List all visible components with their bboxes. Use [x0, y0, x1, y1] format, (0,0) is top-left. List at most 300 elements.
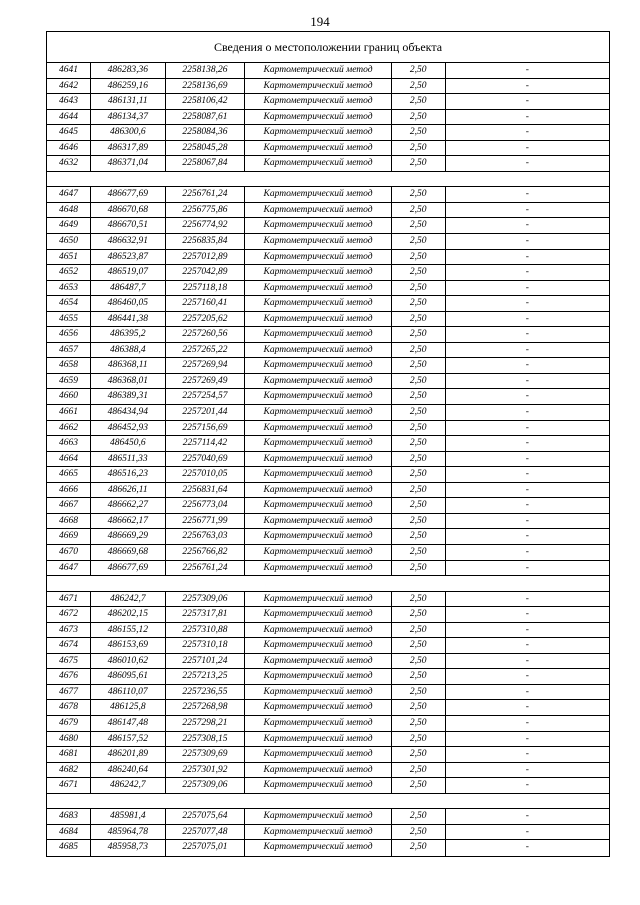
accuracy-cell: 2,50 [392, 234, 446, 249]
description-cell: - [525, 764, 529, 775]
table-row [47, 125, 609, 141]
y-coordinate-cell: 2256761,24 [166, 187, 246, 202]
y-coordinate-cell: 2257268,98 [166, 700, 246, 715]
table-row [47, 607, 609, 623]
y-coordinate-cell: 2256763,03 [166, 529, 246, 544]
x-coordinate-cell: 486677,69 [91, 561, 166, 576]
method-cell: Картометрический метод [245, 218, 391, 233]
method-cell: Картометрический метод [245, 825, 391, 840]
point-number-cell: 4682 [47, 763, 91, 778]
x-coordinate-cell: 486201,89 [91, 747, 166, 762]
x-coordinate-cell: 486202,15 [91, 607, 166, 622]
method-cell: Картометрический метод [245, 809, 391, 824]
x-coordinate-cell: 486157,52 [91, 732, 166, 747]
accuracy-cell: 2,50 [392, 654, 446, 669]
y-coordinate-cell: 2256761,24 [166, 561, 246, 576]
method-cell: Картометрический метод [245, 374, 391, 389]
table-row [47, 840, 609, 856]
y-coordinate-cell: 2257260,56 [166, 327, 246, 342]
x-coordinate-cell: 486669,29 [91, 529, 166, 544]
accuracy-cell: 2,50 [392, 405, 446, 420]
accuracy-cell: 2,50 [392, 732, 446, 747]
x-coordinate-cell: 486368,11 [91, 358, 166, 373]
x-coordinate-cell: 486662,17 [91, 514, 166, 529]
description-cell: - [525, 702, 529, 713]
x-coordinate-cell: 485958,73 [91, 840, 166, 856]
y-coordinate-cell: 2257077,48 [166, 825, 246, 840]
y-coordinate-cell: 2257075,64 [166, 809, 246, 824]
point-number-cell: 4663 [47, 436, 91, 451]
description-cell: - [525, 515, 529, 526]
accuracy-cell: 2,50 [392, 296, 446, 311]
method-cell: Картометрический метод [245, 778, 391, 793]
description-cell: - [525, 655, 529, 666]
method-cell: Картометрический метод [245, 94, 391, 109]
table-row [47, 545, 609, 561]
description-cell: - [525, 111, 529, 122]
method-cell: Картометрический метод [245, 312, 391, 327]
description-cell: - [525, 531, 529, 542]
description-cell: - [525, 236, 529, 247]
x-coordinate-cell: 486147,48 [91, 716, 166, 731]
boundary-table [46, 31, 610, 857]
point-number-cell: 4660 [47, 389, 91, 404]
table-row [47, 281, 609, 297]
point-number-cell: 4657 [47, 343, 91, 358]
x-coordinate-cell: 486317,89 [91, 141, 166, 156]
description-cell: - [525, 593, 529, 604]
accuracy-cell: 2,50 [392, 79, 446, 94]
point-number-cell: 4684 [47, 825, 91, 840]
accuracy-cell: 2,50 [392, 421, 446, 436]
y-coordinate-cell: 2257205,62 [166, 312, 246, 327]
x-coordinate-cell: 486095,61 [91, 669, 166, 684]
y-coordinate-cell: 2257012,89 [166, 250, 246, 265]
accuracy-cell: 2,50 [392, 840, 446, 856]
point-number-cell: 4647 [47, 561, 91, 576]
y-coordinate-cell: 2257101,24 [166, 654, 246, 669]
description-cell: - [525, 220, 529, 231]
method-cell: Картометрический метод [245, 700, 391, 715]
table-row [47, 561, 609, 577]
table-row [47, 156, 609, 172]
accuracy-cell: 2,50 [392, 203, 446, 218]
x-coordinate-cell: 486632,91 [91, 234, 166, 249]
point-number-cell: 4659 [47, 374, 91, 389]
accuracy-cell: 2,50 [392, 809, 446, 824]
method-cell: Картометрический метод [245, 561, 391, 576]
accuracy-cell: 2,50 [392, 218, 446, 233]
accuracy-cell: 2,50 [392, 638, 446, 653]
accuracy-cell: 2,50 [392, 483, 446, 498]
point-number-cell: 4650 [47, 234, 91, 249]
description-cell: - [525, 96, 529, 107]
y-coordinate-cell: 2257309,06 [166, 778, 246, 793]
description-cell: - [525, 469, 529, 480]
point-number-cell: 4669 [47, 529, 91, 544]
method-cell: Картометрический метод [245, 545, 391, 560]
point-number-cell: 4643 [47, 94, 91, 109]
method-cell: Картометрический метод [245, 529, 391, 544]
description-cell: - [525, 204, 529, 215]
y-coordinate-cell: 2257075,01 [166, 840, 246, 856]
table-row [47, 825, 609, 841]
x-coordinate-cell: 486371,04 [91, 156, 166, 171]
accuracy-cell: 2,50 [392, 825, 446, 840]
point-number-cell: 4665 [47, 467, 91, 482]
method-cell: Картометрический метод [245, 654, 391, 669]
accuracy-cell: 2,50 [392, 778, 446, 793]
point-number-cell: 4646 [47, 141, 91, 156]
y-coordinate-cell: 2257298,21 [166, 716, 246, 731]
accuracy-cell: 2,50 [392, 763, 446, 778]
point-number-cell: 4673 [47, 623, 91, 638]
x-coordinate-cell: 486242,7 [91, 778, 166, 793]
y-coordinate-cell: 2258087,61 [166, 110, 246, 125]
table-row [47, 327, 609, 343]
accuracy-cell: 2,50 [392, 467, 446, 482]
x-coordinate-cell: 486452,93 [91, 421, 166, 436]
method-cell: Картометрический метод [245, 110, 391, 125]
description-cell: - [525, 733, 529, 744]
x-coordinate-cell: 486487,7 [91, 281, 166, 296]
point-number-cell: 4672 [47, 607, 91, 622]
table-row [47, 700, 609, 716]
description-cell: - [525, 189, 529, 200]
method-cell: Картометрический метод [245, 840, 391, 856]
point-number-cell: 4641 [47, 63, 91, 78]
x-coordinate-cell: 486259,16 [91, 79, 166, 94]
point-number-cell: 4662 [47, 421, 91, 436]
point-number-cell: 4675 [47, 654, 91, 669]
y-coordinate-cell: 2257317,81 [166, 607, 246, 622]
table-row [47, 421, 609, 437]
group-separator-row [47, 172, 609, 188]
description-cell: - [525, 80, 529, 91]
x-coordinate-cell: 486110,07 [91, 685, 166, 700]
accuracy-cell: 2,50 [392, 669, 446, 684]
accuracy-cell: 2,50 [392, 141, 446, 156]
method-cell: Картометрический метод [245, 187, 391, 202]
x-coordinate-cell: 486134,37 [91, 110, 166, 125]
y-coordinate-cell: 2257114,42 [166, 436, 246, 451]
method-cell: Картометрический метод [245, 265, 391, 280]
group-separator-row [47, 794, 609, 810]
table-row [47, 483, 609, 499]
description-cell: - [525, 344, 529, 355]
x-coordinate-cell: 486153,69 [91, 638, 166, 653]
point-number-cell: 4652 [47, 265, 91, 280]
y-coordinate-cell: 2257156,69 [166, 421, 246, 436]
x-coordinate-cell: 486434,94 [91, 405, 166, 420]
accuracy-cell: 2,50 [392, 716, 446, 731]
x-coordinate-cell: 486010,62 [91, 654, 166, 669]
description-cell: - [525, 640, 529, 651]
y-coordinate-cell: 2258136,69 [166, 79, 246, 94]
x-coordinate-cell: 486155,12 [91, 623, 166, 638]
point-number-cell: 4658 [47, 358, 91, 373]
method-cell: Картометрический метод [245, 685, 391, 700]
table-row [47, 218, 609, 234]
x-coordinate-cell: 486283,36 [91, 63, 166, 78]
accuracy-cell: 2,50 [392, 358, 446, 373]
accuracy-cell: 2,50 [392, 265, 446, 280]
y-coordinate-cell: 2258045,28 [166, 141, 246, 156]
method-cell: Картометрический метод [245, 716, 391, 731]
method-cell: Картометрический метод [245, 638, 391, 653]
table-row [47, 685, 609, 701]
x-coordinate-cell: 486125,8 [91, 700, 166, 715]
accuracy-cell: 2,50 [392, 452, 446, 467]
x-coordinate-cell: 486131,11 [91, 94, 166, 109]
table-row [47, 389, 609, 405]
accuracy-cell: 2,50 [392, 436, 446, 451]
table-row [47, 763, 609, 779]
x-coordinate-cell: 486460,05 [91, 296, 166, 311]
table-row [47, 358, 609, 374]
method-cell: Картометрический метод [245, 467, 391, 482]
table-row [47, 250, 609, 266]
y-coordinate-cell: 2257269,49 [166, 374, 246, 389]
method-cell: Картометрический метод [245, 405, 391, 420]
x-coordinate-cell: 486669,68 [91, 545, 166, 560]
table-row [47, 654, 609, 670]
point-number-cell: 4632 [47, 156, 91, 171]
description-cell: - [525, 298, 529, 309]
table-body [47, 63, 609, 856]
point-number-cell: 4671 [47, 778, 91, 793]
y-coordinate-cell: 2257265,22 [166, 343, 246, 358]
x-coordinate-cell: 486300,6 [91, 125, 166, 140]
table-row [47, 265, 609, 281]
accuracy-cell: 2,50 [392, 63, 446, 78]
accuracy-cell: 2,50 [392, 498, 446, 513]
y-coordinate-cell: 2258138,26 [166, 63, 246, 78]
method-cell: Картометрический метод [245, 63, 391, 78]
method-cell: Картометрический метод [245, 592, 391, 607]
x-coordinate-cell: 486450,6 [91, 436, 166, 451]
point-number-cell: 4668 [47, 514, 91, 529]
table-row [47, 778, 609, 794]
x-coordinate-cell: 486240,64 [91, 763, 166, 778]
x-coordinate-cell: 486395,2 [91, 327, 166, 342]
description-cell: - [525, 562, 529, 573]
accuracy-cell: 2,50 [392, 514, 446, 529]
method-cell: Картометрический метод [245, 607, 391, 622]
description-cell: - [525, 671, 529, 682]
description-cell: - [525, 313, 529, 324]
point-number-cell: 4679 [47, 716, 91, 731]
method-cell: Картометрический метод [245, 125, 391, 140]
table-row [47, 234, 609, 250]
y-coordinate-cell: 2257213,25 [166, 669, 246, 684]
table-row [47, 343, 609, 359]
method-cell: Картометрический метод [245, 234, 391, 249]
description-cell: - [525, 811, 529, 822]
method-cell: Картометрический метод [245, 483, 391, 498]
description-cell: - [525, 267, 529, 278]
table-row [47, 623, 609, 639]
point-number-cell: 4680 [47, 732, 91, 747]
point-number-cell: 4674 [47, 638, 91, 653]
method-cell: Картометрический метод [245, 79, 391, 94]
point-number-cell: 4656 [47, 327, 91, 342]
y-coordinate-cell: 2258067,84 [166, 156, 246, 171]
y-coordinate-cell: 2256835,84 [166, 234, 246, 249]
x-coordinate-cell: 486626,11 [91, 483, 166, 498]
y-coordinate-cell: 2257040,69 [166, 452, 246, 467]
x-coordinate-cell: 485964,78 [91, 825, 166, 840]
point-number-cell: 4647 [47, 187, 91, 202]
table-row [47, 203, 609, 219]
point-number-cell: 4671 [47, 592, 91, 607]
description-cell: - [525, 391, 529, 402]
y-coordinate-cell: 2257201,44 [166, 405, 246, 420]
method-cell: Картометрический метод [245, 141, 391, 156]
accuracy-cell: 2,50 [392, 250, 446, 265]
method-cell: Картометрический метод [245, 763, 391, 778]
method-cell: Картометрический метод [245, 296, 391, 311]
table-row [47, 63, 609, 79]
table-row [47, 436, 609, 452]
method-cell: Картометрический метод [245, 732, 391, 747]
description-cell: - [525, 438, 529, 449]
x-coordinate-cell: 486677,69 [91, 187, 166, 202]
x-coordinate-cell: 486516,23 [91, 467, 166, 482]
point-number-cell: 4677 [47, 685, 91, 700]
method-cell: Картометрический метод [245, 327, 391, 342]
x-coordinate-cell: 486670,68 [91, 203, 166, 218]
method-cell: Картометрический метод [245, 623, 391, 638]
point-number-cell: 4685 [47, 840, 91, 856]
description-cell: - [525, 360, 529, 371]
accuracy-cell: 2,50 [392, 685, 446, 700]
point-number-cell: 4654 [47, 296, 91, 311]
description-cell: - [525, 624, 529, 635]
description-cell: - [525, 717, 529, 728]
y-coordinate-cell: 2256775,86 [166, 203, 246, 218]
y-coordinate-cell: 2256773,04 [166, 498, 246, 513]
y-coordinate-cell: 2257269,94 [166, 358, 246, 373]
method-cell: Картометрический метод [245, 514, 391, 529]
accuracy-cell: 2,50 [392, 607, 446, 622]
description-cell: - [525, 546, 529, 557]
description-cell: - [525, 686, 529, 697]
table-row [47, 187, 609, 203]
accuracy-cell: 2,50 [392, 110, 446, 125]
method-cell: Картометрический метод [245, 389, 391, 404]
point-number-cell: 4653 [47, 281, 91, 296]
method-cell: Картометрический метод [245, 343, 391, 358]
y-coordinate-cell: 2257309,06 [166, 592, 246, 607]
accuracy-cell: 2,50 [392, 343, 446, 358]
x-coordinate-cell: 486368,01 [91, 374, 166, 389]
table-row [47, 498, 609, 514]
table-row [47, 716, 609, 732]
point-number-cell: 4644 [47, 110, 91, 125]
description-cell: - [525, 251, 529, 262]
accuracy-cell: 2,50 [392, 529, 446, 544]
accuracy-cell: 2,50 [392, 187, 446, 202]
method-cell: Картометрический метод [245, 669, 391, 684]
description-cell: - [525, 749, 529, 760]
table-row [47, 638, 609, 654]
y-coordinate-cell: 2257236,55 [166, 685, 246, 700]
accuracy-cell: 2,50 [392, 281, 446, 296]
x-coordinate-cell: 486523,87 [91, 250, 166, 265]
point-number-cell: 4649 [47, 218, 91, 233]
point-number-cell: 4666 [47, 483, 91, 498]
description-cell: - [525, 329, 529, 340]
x-coordinate-cell: 486441,38 [91, 312, 166, 327]
point-number-cell: 4667 [47, 498, 91, 513]
table-row [47, 592, 609, 608]
description-cell: - [525, 842, 529, 853]
y-coordinate-cell: 2257042,89 [166, 265, 246, 280]
accuracy-cell: 2,50 [392, 389, 446, 404]
point-number-cell: 4655 [47, 312, 91, 327]
description-cell: - [525, 609, 529, 620]
y-coordinate-cell: 2257118,18 [166, 281, 246, 296]
point-number-cell: 4645 [47, 125, 91, 140]
table-row [47, 452, 609, 468]
method-cell: Картометрический метод [245, 421, 391, 436]
x-coordinate-cell: 486662,27 [91, 498, 166, 513]
accuracy-cell: 2,50 [392, 94, 446, 109]
description-cell: - [525, 158, 529, 169]
method-cell: Картометрический метод [245, 281, 391, 296]
y-coordinate-cell: 2257254,57 [166, 389, 246, 404]
description-cell: - [525, 142, 529, 153]
accuracy-cell: 2,50 [392, 125, 446, 140]
y-coordinate-cell: 2258084,36 [166, 125, 246, 140]
table-row [47, 747, 609, 763]
method-cell: Картометрический метод [245, 452, 391, 467]
y-coordinate-cell: 2256771,99 [166, 514, 246, 529]
x-coordinate-cell: 486511,33 [91, 452, 166, 467]
y-coordinate-cell: 2257309,69 [166, 747, 246, 762]
table-row [47, 809, 609, 825]
table-row [47, 669, 609, 685]
accuracy-cell: 2,50 [392, 561, 446, 576]
point-number-cell: 4676 [47, 669, 91, 684]
x-coordinate-cell: 486388,4 [91, 343, 166, 358]
table-row [47, 405, 609, 421]
x-coordinate-cell: 486519,07 [91, 265, 166, 280]
description-cell: - [525, 65, 529, 75]
description-cell: - [525, 500, 529, 511]
point-number-cell: 4642 [47, 79, 91, 94]
y-coordinate-cell: 2256766,82 [166, 545, 246, 560]
accuracy-cell: 2,50 [392, 623, 446, 638]
table-row [47, 374, 609, 390]
description-cell: - [525, 282, 529, 293]
x-coordinate-cell: 486670,51 [91, 218, 166, 233]
y-coordinate-cell: 2257010,05 [166, 467, 246, 482]
description-cell: - [525, 422, 529, 433]
description-cell: - [525, 127, 529, 138]
point-number-cell: 4648 [47, 203, 91, 218]
table-title: Сведения о местоположении границ объекта [47, 32, 609, 63]
method-cell: Картометрический метод [245, 498, 391, 513]
description-cell: - [525, 484, 529, 495]
point-number-cell: 4681 [47, 747, 91, 762]
table-row [47, 467, 609, 483]
method-cell: Картометрический метод [245, 747, 391, 762]
y-coordinate-cell: 2258106,42 [166, 94, 246, 109]
y-coordinate-cell: 2257301,92 [166, 763, 246, 778]
y-coordinate-cell: 2257310,18 [166, 638, 246, 653]
